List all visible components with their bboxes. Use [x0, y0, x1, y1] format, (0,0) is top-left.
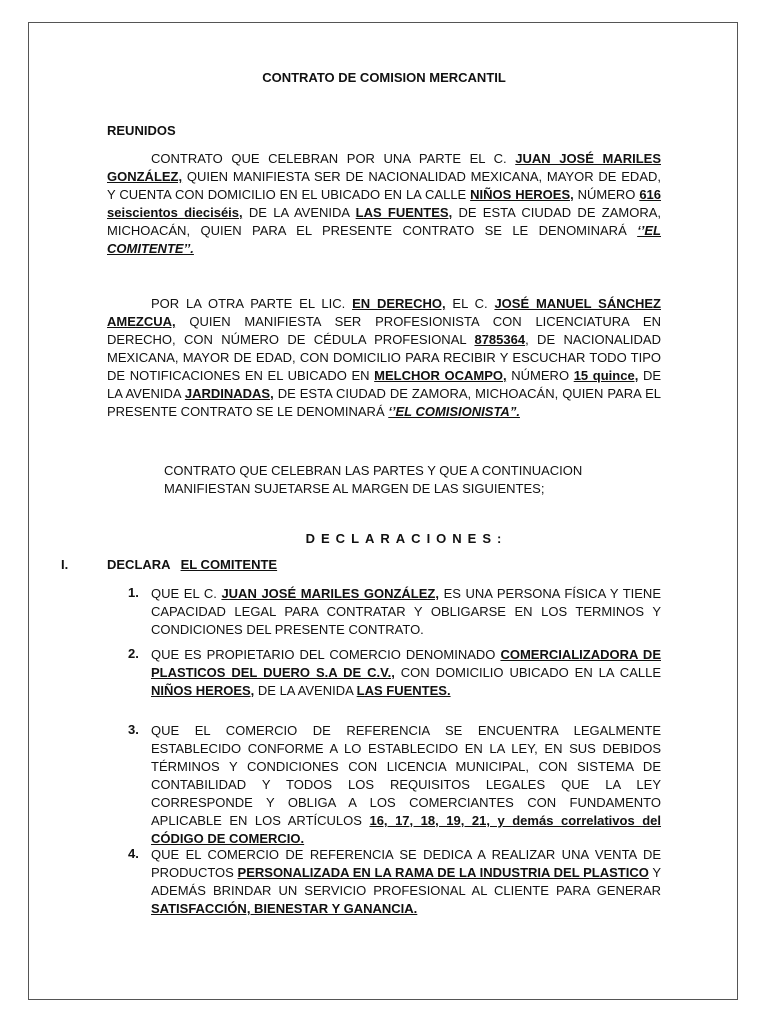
comisionista-cedula: 8785364 — [474, 332, 526, 347]
comisionista-avenue: JARDINADAS, — [184, 386, 274, 401]
contract-notice: CONTRATO QUE CELEBRAN LAS PARTES Y QUE A CONTINUACION MANIFIESTAN SUJETARSE AL MARGEN DE LAS SIGUIENTES; — [164, 463, 583, 496]
item-text: QUE EL COMERCIO DE REFERENCIA SE DEDICA A REALIZAR UNA VENTA DE PRODUCTOS — [151, 847, 661, 880]
comitente-alias: ‘’EL COMITENTE’’. — [107, 223, 661, 256]
item-text: ES UNA PERSONA FÍSICA Y TIENE CAPACIDAD LEGAL PARA CONTRATAR Y OBLIGARSE EN LOS TERMINOS Y CONDICIONES DEL PRESENTE CONTRATO. — [151, 586, 661, 637]
item-number: 3. — [128, 722, 139, 737]
comisionista-title: EN DERECHO, — [352, 296, 446, 311]
item-number: 2. — [128, 646, 139, 661]
declaration-item — [151, 722, 661, 848]
p1-text: DE LA AVENIDA — [242, 205, 356, 220]
p2-text: DE LA AVENIDA — [107, 368, 662, 401]
declaration-item — [151, 646, 661, 700]
item-street: NIÑOS HEROES, — [151, 683, 255, 698]
legal-articles: 16, 17, 18, 19, 21, y demás correlativos del CÓDIGO DE COMERCIO. — [151, 813, 661, 846]
comisionista-alias: ‘’EL COMISIONISTA”. — [388, 404, 520, 419]
declaraciones-heading: DECLARACIONES: — [305, 531, 508, 546]
item-text: CON DOMICILIO UBICADO EN LA CALLE — [394, 665, 661, 680]
reunidos-heading: REUNIDOS — [107, 123, 176, 138]
p2-text: POR LA OTRA PARTE EL LIC. — [151, 296, 353, 311]
item-text: QUE EL COMERCIO DE REFERENCIA SE ENCUENTRA LEGALMENTE ESTABLECIDO CONFORME A LO ESTABLECIDO EN LA LEY, EN SUS DEBIDOS TÉRMINOS Y CONDICIONES CON LICENCIA MUNICIPAL, CON SISTEMA DE CONTABILIDAD Y TODOS LOS REQUISITOS LEGALES QUE LA LEY CORRESPONDE Y OBLIGA A LOS COMERCIANTES CON FUNDAMENTO APLICABLE EN LOS ARTÍCULOS — [151, 723, 661, 828]
item-text: Y ADEMÁS BRINDAR UN SERVICIO PROFESIONAL AL CLIENTE PARA GENERAR — [151, 865, 661, 898]
goal-text: SATISFACCIÓN, BIENESTAR Y GANANCIA. — [151, 901, 418, 916]
p2-text: NÚMERO — [506, 368, 574, 383]
comitente-number: 616 seiscientos dieciséis, — [107, 187, 662, 220]
comisionista-name: JOSÉ MANUEL SÁNCHEZ AMEZCUA, — [107, 296, 661, 329]
p1-text: DE ESTA CIUDAD DE ZAMORA, MICHOACÁN, QUIEN PARA EL PRESENTE CONTRATO SE LE DENOMINARÁ — [107, 205, 661, 238]
p2-text: DE ESTA CIUDAD DE ZAMORA, MICHOACÁN, QUIEN PARA EL PRESENTE CONTRATO SE LE DENOMINARÁ — [107, 386, 661, 419]
comitente-street: NIÑOS HEROES, — [470, 187, 574, 202]
comitente-name: JUAN JOSÉ MARILES GONZÁLEZ, — [107, 151, 661, 184]
p1-text: QUIEN MANIFIESTA SER DE NACIONALIDAD MEXICANA, MAYOR DE EDAD, Y CUENTA CON DOMICILIO EN EL UBICADO EN LA CALLE — [107, 169, 661, 202]
paragraph-comitente — [107, 150, 661, 258]
section-party: EL COMITENTE — [180, 557, 278, 572]
item-text: DE LA AVENIDA — [254, 683, 357, 698]
comisionista-number: 15 quince, — [573, 368, 639, 383]
p1-text: CONTRATO QUE CELEBRAN POR UNA PARTE EL C. — [151, 151, 516, 166]
section-label: DECLARA — [107, 557, 171, 572]
document-title: CONTRATO DE COMISION MERCANTIL — [262, 70, 506, 85]
p2-text: EL C. — [445, 296, 495, 311]
p1-text: NÚMERO — [573, 187, 640, 202]
paragraph-comisionista — [107, 295, 661, 421]
item-text: QUE EL C. — [151, 586, 222, 601]
industry-text: PERSONALIZADA EN LA RAMA DE LA INDUSTRIA DEL PLASTICO — [237, 865, 649, 880]
item-text: QUE ES PROPIETARIO DEL COMERCIO DENOMINADO — [151, 647, 501, 662]
declaration-item — [151, 585, 661, 639]
item-number: 1. — [128, 585, 139, 600]
declaration-item — [151, 846, 661, 918]
p2-text: QUIEN MANIFIESTA SER PROFESIONISTA CON LICENCIATURA EN DERECHO, CON NÚMERO DE CÉDULA PROFESIONAL — [107, 314, 661, 347]
comitente-avenue: LAS FUENTES, — [355, 205, 453, 220]
item-avenue: LAS FUENTES. — [356, 683, 451, 698]
comisionista-street: MELCHOR OCAMPO, — [374, 368, 507, 383]
p2-text: , DE NACIONALIDAD MEXICANA, MAYOR DE EDAD, CON DOMICILIO PARA RECIBIR Y ESCUCHAR TODO TIPO DE NOTIFICACIONES EN EL UBICADO EN — [107, 332, 661, 383]
company-name: COMERCIALIZADORA DE PLASTICOS DEL DUERO S.A DE C.V., — [151, 647, 661, 680]
section-number: I. — [61, 557, 69, 572]
section-title — [107, 557, 277, 572]
item-number: 4. — [128, 846, 139, 861]
item-name: JUAN JOSÉ MARILES GONZÁLEZ, — [221, 586, 439, 601]
